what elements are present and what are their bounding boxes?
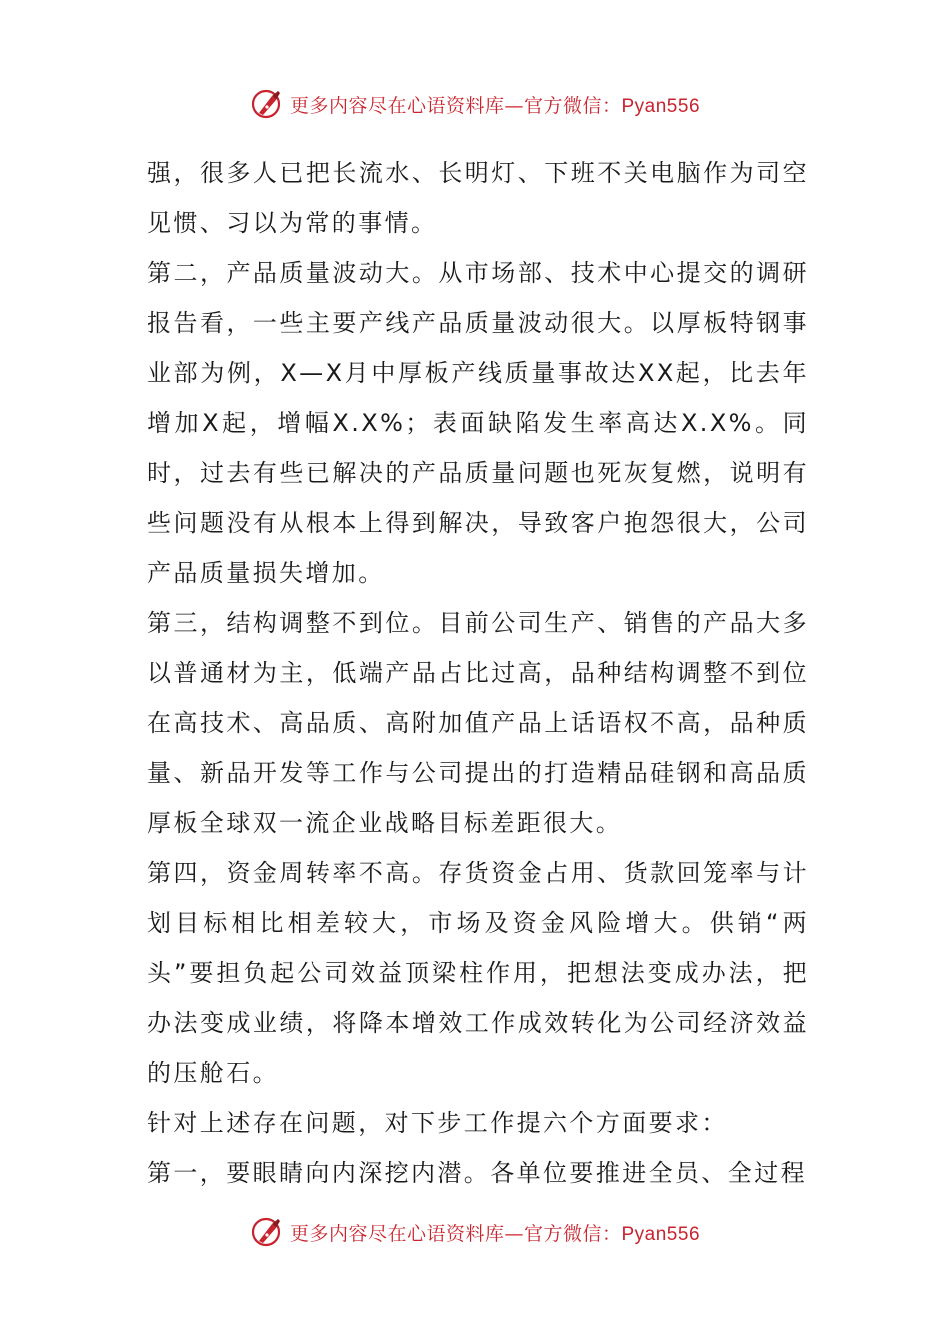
- pen-nib-circle-icon: [250, 1215, 284, 1249]
- watermark-dash: —: [504, 94, 524, 117]
- watermark-wechat: 官方微信：Pyan556: [524, 1223, 701, 1245]
- paragraph-1: 强，很多人已把长流水、长明灯、下班不关电脑作为司空见惯、习以为常的事情。: [147, 159, 809, 237]
- header-watermark: [0, 84, 950, 124]
- pen-nib-circle-icon: [250, 87, 284, 121]
- paragraph-2: 第二，产品质量波动大。从市场部、技术中心提交的调研报告看，一些主要产线产品质量波动很大。以厚板特钢事业部为例，X—X月中厚板产线质量事故达XX起，比去年增加X起，增幅X.X%；表面缺陷发生率高达X.X%。同时，过去有些已解决的产品质量问题也死灰复燃，说明有些问题没有从根本上得到解决，导致客户抱怨很大，公司产品质量损失增加。: [147, 259, 809, 587]
- paragraph-5: 针对上述存在问题，对下步工作提六个方面要求：: [147, 1109, 728, 1137]
- document-body: [147, 148, 809, 1198]
- watermark-site-text: 更多内容尽在心语资料库: [289, 1222, 505, 1245]
- watermark-dash: —: [504, 1222, 524, 1245]
- paragraph-3: 第三，结构调整不到位。目前公司生产、销售的产品大多以普通材为主，低端产品占比过高，品种结构调整不到位在高技术、高品质、高附加值产品上话语权不高，品种质量、新品开发等工作与公司提出的打造精品硅钢和高品质厚板全球双一流企业战略目标差距很大。: [147, 609, 809, 837]
- watermark-wechat: 官方微信：Pyan556: [524, 95, 701, 117]
- watermark-site-text: 更多内容尽在心语资料库: [289, 94, 505, 117]
- paragraph-4: 第四，资金周转率不高。存货资金占用、货款回笼率与计划目标相比相差较大，市场及资金风险增大。供销“两头”要担负起公司效益顶梁柱作用，把想法变成办法，把办法变成业绩，将降本增效工作成效转化为公司经济效益的压舱石。: [147, 859, 809, 1087]
- footer-watermark: [0, 1212, 950, 1252]
- paragraph-6: 第一，要眼睛向内深挖内潜。各单位要推进全员、全过程: [147, 1159, 807, 1187]
